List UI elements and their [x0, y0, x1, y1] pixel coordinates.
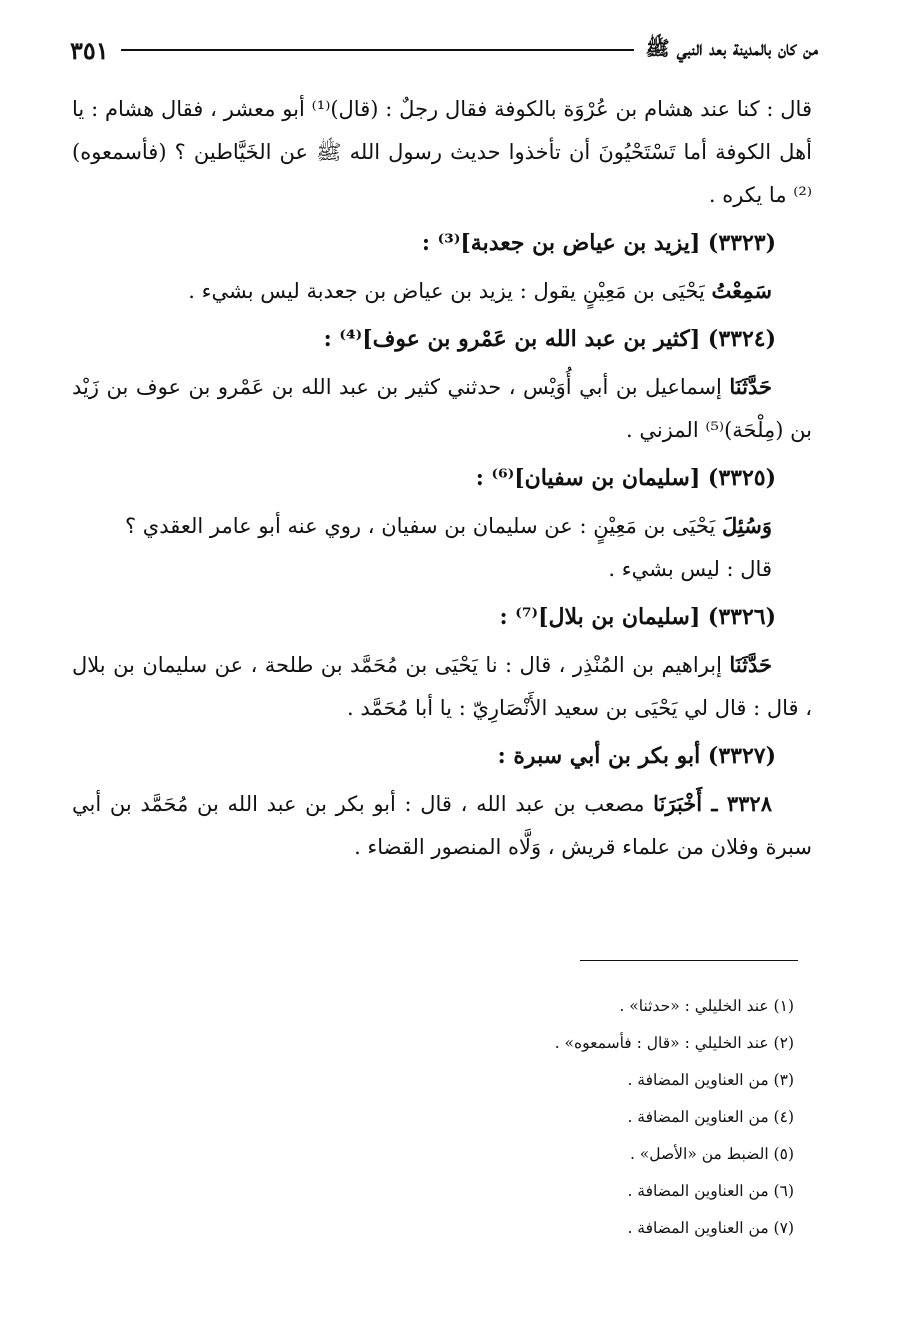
footnote-rule [580, 960, 798, 961]
entry-heading: (٣٣٢٣) [يزيد بن عياض بن جعدبة]⁽³⁾ : [421, 230, 776, 256]
lead-word: وَسُئِلَ [722, 513, 772, 538]
page-header [70, 30, 818, 70]
footnote: (٧) من العناوين المضافة . [627, 1219, 794, 1237]
text-paragraph: قال : كنا عند هشام بن عُرْوَة بالكوفة فقال رجلٌ : (قال)⁽¹⁾ أبو معشر ، فقال هشام : يا أهل الكوفة أما تَسْتَحْيُونَ أن تأخذوا حديث رسول الله ﷺ عن الخَيَّاطين ؟ (فأسمعوه)⁽²⁾ ما يكره . [72, 97, 812, 207]
entry-heading: (٣٣٢٦) [سليمان بن بلال]⁽⁷⁾ : [499, 604, 776, 630]
running-title: من كان بالمدينة بعد النبي ﷺ [645, 35, 818, 60]
page-number: ٣٥١ [70, 35, 109, 65]
footnotes [72, 988, 794, 1247]
footnote: (٥) الضبط من «الأصل» . [629, 1145, 794, 1163]
header-rule [121, 49, 634, 51]
footnote: (٢) عند الخليلي : «قال : فأسمعوه» . [554, 1034, 794, 1052]
text-paragraph: قال : ليس بشيء . [608, 557, 772, 581]
text-paragraph: وَسُئِلَ يَحْيَى بن مَعِيْنٍ : عن سليمان بن سفيان ، روي عنه أبو عامر العقدي ؟ [124, 513, 772, 538]
entry-heading: (٣٣٢٥) [سليمان بن سفيان]⁽⁶⁾ : [475, 465, 776, 491]
entry-heading: (٣٣٢٧) أبو بكر بن أبي سبرة : [497, 743, 776, 769]
text-paragraph: حَدَّثَنَا إبراهيم بن المُنْذِر ، قال : نا يَحْيَى بن مُحَمَّد بن طلحة ، عن سليمان بن بلال ، قال : قال لي يَحْيَى بن سعيد الأَنْصَارِيّ : يا أبا مُحَمَّد . [72, 652, 812, 720]
footnote: (٣) من العناوين المضافة . [627, 1071, 794, 1089]
lead-word: حَدَّثَنَا [729, 374, 772, 399]
entry-heading: (٣٣٢٤) [كثير بن عبد الله بن عَمْرو بن عوف]⁽⁴⁾ : [323, 326, 776, 352]
footnote: (٦) من العناوين المضافة . [627, 1182, 794, 1200]
footnote: (١) عند الخليلي : «حدثنا» . [619, 997, 794, 1015]
lead-word: سَمِعْتُ [711, 278, 772, 303]
lead-word: ٣٣٢٨ ـ أَخْبَرَنَا [653, 791, 772, 816]
text-paragraph: سَمِعْتُ يَحْيَى بن مَعِيْنٍ يقول : يزيد بن عياض بن جعدبة ليس بشيء . [188, 278, 772, 303]
lead-word: حَدَّثَنَا [729, 652, 772, 677]
text-paragraph: حَدَّثَنَا إسماعيل بن أبي أُوَيْس ، حدثني كثير بن عبد الله بن عَمْرو بن عوف بن زَيْد بن (مِلْحَة)⁽⁵⁾ المزني . [72, 374, 812, 442]
text-paragraph: ٣٣٢٨ ـ أَخْبَرَنَا مصعب بن عبد الله ، قال : أبو بكر بن عبد الله بن مُحَمَّد بن أبي سبرة وفلان من علماء قريش ، وَلَّاه المنصور القضاء . [72, 791, 812, 859]
footnote: (٤) من العناوين المضافة . [627, 1108, 794, 1126]
main-text [72, 88, 812, 869]
